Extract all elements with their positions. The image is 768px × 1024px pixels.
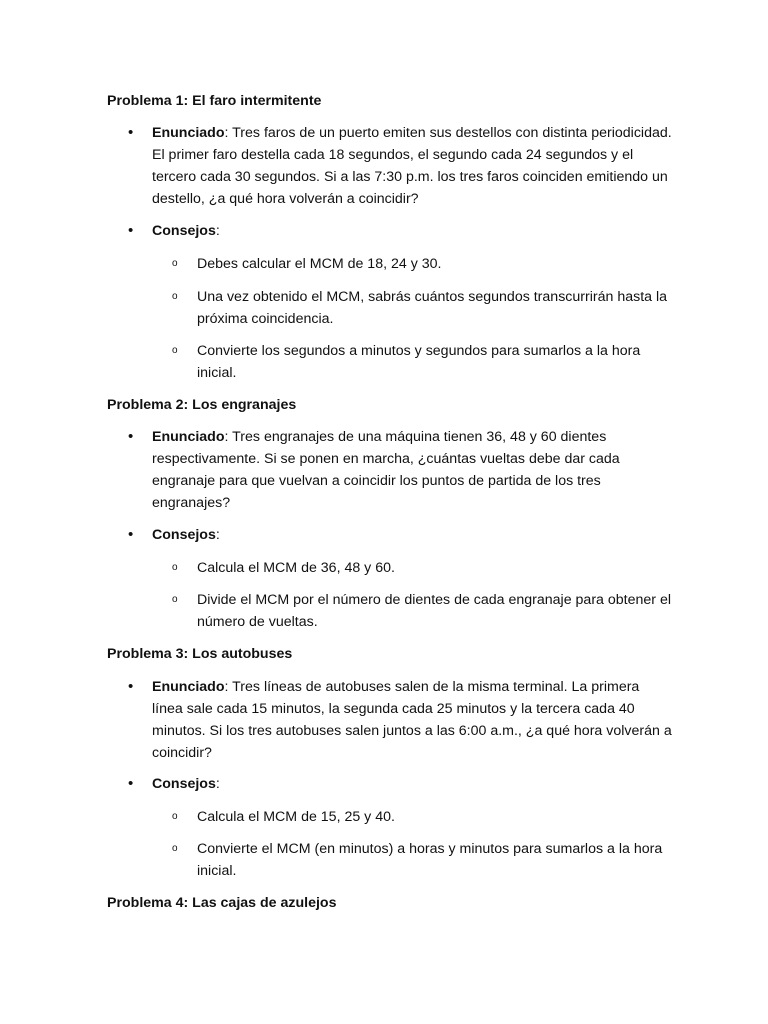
statement-label: Enunciado [152, 125, 225, 141]
bullet-marker: • [128, 678, 134, 695]
sub-bullet-marker: o [172, 258, 178, 269]
problem-2-title: Problema 2: Los engranajes [107, 397, 297, 413]
problem-1-title: Problema 1: El faro intermitente [107, 93, 322, 109]
problem-1-statement [152, 122, 672, 210]
bullet-marker: • [128, 124, 134, 141]
sub-bullet-marker: o [172, 562, 178, 573]
statement-text: : Tres líneas de autobuses salen de la misma terminal. La primera línea sale cada 15 minutos, la segunda cada 25 minutos y la tercera cada 40 minutos. Si los tres autobuses salen juntos a las 6:00 a.m., ¿a qué hora volverán a coincidir? [152, 679, 672, 761]
problem-2-statement [152, 426, 672, 514]
statement-label: Enunciado [152, 679, 225, 695]
bullet-marker: • [128, 222, 134, 239]
problem-3-tip-1: Calcula el MCM de 15, 25 y 40. [197, 809, 395, 825]
tips-colon: : [215, 527, 220, 543]
problem-2-tips-heading [152, 524, 672, 546]
problem-1-tips-heading [152, 220, 672, 242]
problem-3-statement [152, 676, 672, 764]
problem-1-tip-1: Debes calcular el MCM de 18, 24 y 30. [197, 256, 442, 272]
problem-3-tip-2: Convierte el MCM (en minutos) a horas y minutos para sumarlos a la hora inicial. [197, 841, 663, 879]
tips-label: Consejos [152, 776, 216, 792]
sub-bullet-marker: o [172, 345, 178, 356]
sub-bullet-marker: o [172, 594, 178, 605]
problem-3-tips-heading [152, 773, 672, 795]
problem-1-tip-3: Convierte los segundos a minutos y segundos para sumarlos a la hora inicial. [197, 343, 641, 381]
bullet-marker: • [128, 775, 134, 792]
statement-label: Enunciado [152, 429, 225, 445]
tips-colon: : [215, 776, 220, 792]
tips-colon: : [215, 223, 220, 239]
statement-text: : Tres engranajes de una máquina tienen 36, 48 y 60 dientes respectivamente. Si se ponen en marcha, ¿cuántas vueltas debe dar cada engranaje para que vuelvan a coincidir los puntos de partida de los tres engranajes? [152, 429, 620, 511]
sub-bullet-marker: o [172, 811, 178, 822]
tips-label: Consejos [152, 223, 216, 239]
problem-2-tip-1: Calcula el MCM de 36, 48 y 60. [197, 560, 395, 576]
tips-label: Consejos [152, 527, 216, 543]
problem-4-title: Problema 4: Las cajas de azulejos [107, 895, 337, 911]
problem-1-tip-2: Una vez obtenido el MCM, sabrás cuántos segundos transcurrirán hasta la próxima coincidencia. [197, 289, 668, 327]
sub-bullet-marker: o [172, 291, 178, 302]
bullet-marker: • [128, 526, 134, 543]
sub-bullet-marker: o [172, 843, 178, 854]
statement-text: : Tres faros de un puerto emiten sus destellos con distinta periodicidad. El primer faro destella cada 18 segundos, el segundo cada 24 segundos y el tercero cada 30 segundos. Si a las 7:30 p.m. los tres faros coinciden emitiendo un destello, ¿a qué hora volverán a coincidir? [152, 125, 672, 207]
bullet-marker: • [128, 428, 134, 445]
problem-2-tip-2: Divide el MCM por el número de dientes de cada engranaje para obtener el número de vueltas. [197, 592, 671, 630]
problem-3-title: Problema 3: Los autobuses [107, 646, 293, 662]
